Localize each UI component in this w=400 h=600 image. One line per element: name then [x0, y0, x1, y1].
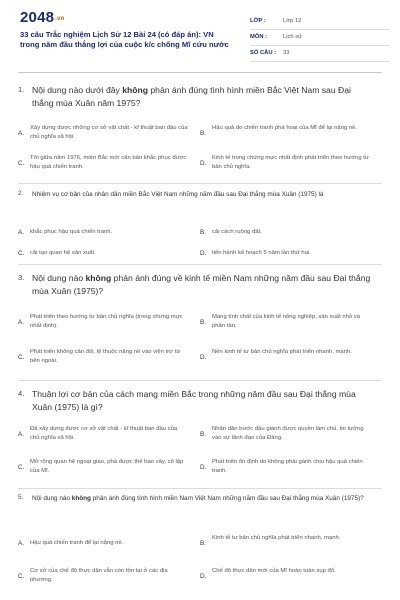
meta-row-subject	[250, 30, 390, 46]
option-text: Mở rộng quan hệ ngoại giao, phá được thế bao vây, cô lập của Mĩ.	[30, 459, 184, 474]
option-text: Xây dựng được những cơ sở vật chất - kĩ thuật ban đầu của chủ nghĩa xã hội.	[30, 125, 188, 140]
question-separator	[18, 264, 382, 265]
option-letter: C.	[18, 250, 25, 257]
option-text: Cơ sở của chế độ thực dân vẫn còn tồn tại ở các địa phương.	[30, 568, 168, 583]
option-letter: A.	[18, 318, 25, 326]
option-letter: D.	[200, 250, 207, 257]
option-letter: C.	[18, 353, 25, 361]
question-number: 2.	[18, 190, 24, 197]
option-letter: B.	[200, 229, 207, 236]
option-text: Mang tính chất của kinh tế nông nghiệp, sản xuất nhỏ và phân tán.	[212, 314, 361, 329]
option-letter: C.	[18, 572, 25, 580]
option-text: khắc phục hậu quả chiến tranh.	[30, 229, 113, 235]
question-text: Nội dung nào dưới đây không phản ánh đúng tình hình miền Bắc Việt Nam sau Đại thắng mùa Xuân năm 1975?	[32, 85, 351, 108]
option-text: cải cách ruộng đất.	[212, 229, 262, 235]
logo-suffix: .vn	[55, 16, 65, 22]
option-letter: B.	[200, 318, 207, 326]
option-letter: A.	[18, 229, 25, 236]
option-text: cải tạo quan hệ sản xuất.	[30, 250, 96, 256]
option-text: Nhân dân bước đầu giành được quyền làm chủ, tin tưởng vào sự lãnh đạo của Đảng.	[212, 426, 364, 441]
site-logo[interactable]	[20, 9, 64, 26]
option-letter: D.	[200, 159, 207, 167]
option-text: Tới giữa năm 1976, miền Bắc mới căn bản khắc phục được hậu quả chiến tranh.	[30, 155, 187, 170]
option-letter: D.	[200, 353, 207, 361]
option-text: Hậu quả chiến tranh để lại nặng nề.	[30, 540, 124, 546]
question-separator	[18, 183, 382, 184]
meta-key: SỐ CÂU :	[250, 50, 277, 56]
option-letter: B.	[200, 129, 207, 137]
option-letter: A.	[18, 540, 25, 547]
option-text: Hậu quả do chiến tranh phá hoại của Mĩ để lại nặng nề.	[212, 125, 358, 131]
option-text: Nền kinh tế tư bản chủ nghĩa phát triển nhanh, mạnh.	[212, 349, 352, 355]
option-letter: A.	[18, 129, 25, 137]
option-letter: B.	[200, 539, 207, 547]
question-text: Nội dung nào không phản ánh đúng về kinh tế miền Nam những năm đầu sau Đại thắng mùa Xuân (1975)?	[32, 273, 371, 296]
option-letter: C.	[18, 463, 25, 471]
question-number: 4.	[18, 389, 25, 398]
question-separator	[18, 488, 382, 489]
option-text: Chế độ thực dân mới của Mĩ hoàn toàn sụp đổ.	[212, 568, 336, 574]
option-letter: D.	[200, 572, 207, 580]
option-text: Kinh tế trong chừng mực nhất định phát triển theo hướng tư bản chủ nghĩa.	[212, 155, 369, 170]
option-text: Phát triển theo hướng tư bản chủ nghĩa (trong chừng mực nhất định).	[30, 314, 183, 329]
option-text: Kinh tế tư bản chủ nghĩa phát triển nhanh, mạnh.	[212, 535, 341, 541]
question-number: 1.	[18, 85, 25, 94]
option-letter: D.	[200, 463, 207, 471]
meta-value: Lịch sử	[283, 34, 303, 40]
question-text: Thuận lợi cơ bản của cách mạng miền Bắc trong những năm đầu sau Đại thắng mùa Xuân (1975) là gì?	[32, 389, 356, 412]
header-divider	[18, 72, 382, 73]
option-text: Đã xây dựng được cơ sở vật chất - kĩ thuật ban đầu của chủ nghĩa xã hội.	[30, 426, 178, 441]
question-text: Nội dung nào không phản ánh đúng tình hình miền Nam Việt Nam những năm đầu sau Đại thắng mùa Xuân (1975)?	[32, 495, 364, 502]
meta-row-count	[250, 46, 390, 62]
option-text: tiến hành kế hoạch 5 năm lần thứ hai.	[212, 250, 311, 256]
option-text: Phát triển không cân đối, lệ thuộc nặng nề vào viện trợ từ bên ngoài.	[30, 349, 181, 364]
logo-main: 2048	[20, 9, 55, 26]
meta-key: LỚP :	[250, 18, 266, 24]
meta-table	[250, 14, 390, 62]
meta-key: MÔN :	[250, 34, 268, 40]
option-letter: C.	[18, 159, 25, 167]
meta-value: 33	[283, 50, 290, 56]
document-title: 33 câu Trắc nghiệm Lịch Sử 12 Bài 24 (có đáp án): VN trong năm đầu thắng lợi của cuộc k/c chống Mĩ cứu nước	[20, 30, 229, 49]
meta-row-grade	[250, 14, 390, 30]
option-letter: A.	[18, 430, 25, 438]
question-separator	[18, 380, 382, 381]
question-number: 5.	[18, 494, 24, 501]
option-text: Phát triển ổn định do không phải gánh chịu hậu quả chiến tranh.	[212, 459, 363, 474]
question-text: Nhiệm vụ cơ bản của nhân dân miền Bắc Việt Nam những năm đầu sau Đại thắng mùa Xuân (1975) là	[32, 191, 324, 198]
option-letter: B.	[200, 430, 207, 438]
document-header	[0, 0, 400, 80]
meta-value: Lớp 12	[283, 18, 302, 24]
question-number: 3.	[18, 273, 25, 282]
